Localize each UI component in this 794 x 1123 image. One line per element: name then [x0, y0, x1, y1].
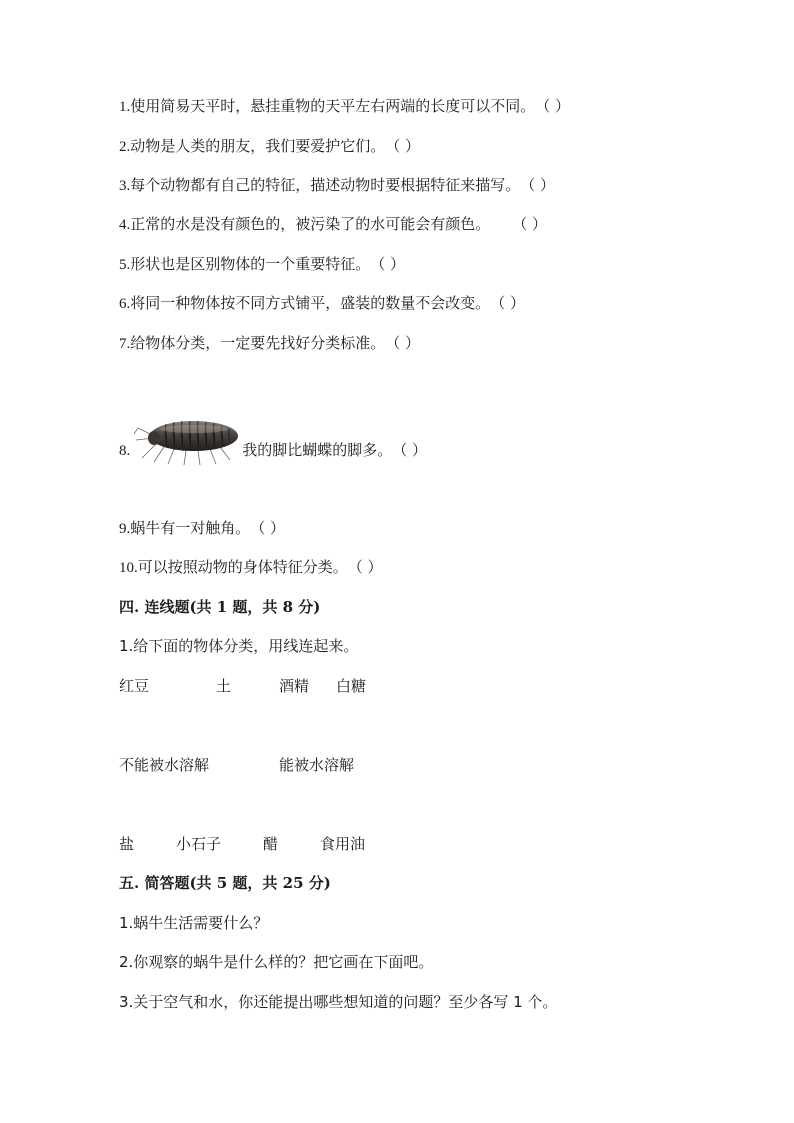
match-item-top[interactable]: 酒精	[279, 677, 310, 695]
answer-blank[interactable]: （ ）	[347, 558, 383, 576]
match-item-bottom[interactable]: 小石子	[176, 835, 222, 853]
match-item-top[interactable]: 白糖	[336, 677, 367, 695]
answer-blank[interactable]: （ ）	[490, 294, 526, 312]
answer-blank[interactable]: （ ）	[370, 255, 406, 273]
judgement-item-5: 5.形状也是区别物体的一个重要特征。（ ）	[119, 255, 406, 273]
judgement-item-1: 1.使用简易天平时，悬挂重物的天平左右两端的长度可以不同。（ ）	[119, 97, 571, 115]
match-item-top[interactable]: 红豆	[119, 677, 150, 695]
match-item-bottom[interactable]: 醋	[263, 835, 279, 853]
answer-blank[interactable]: （ ）	[512, 215, 548, 233]
woodlouse-image	[134, 414, 246, 466]
match-category[interactable]: 能被水溶解	[279, 756, 355, 774]
answer-blank[interactable]: （ ）	[392, 441, 428, 459]
match-item-bottom[interactable]: 食用油	[320, 835, 366, 853]
section-5-title: 五. 简答题(共 5 题，共 25 分)	[119, 874, 331, 892]
short-answer-question-3: 3.关于空气和水，你还能提出哪些想知道的问题？至少各写 1 个。	[119, 993, 558, 1011]
section-4-title: 四. 连线题(共 1 题，共 8 分)	[119, 598, 321, 616]
short-answer-question-1: 1.蜗牛生活需要什么？	[119, 914, 269, 932]
judgement-item-8: 8. 我的脚比蝴蝶的脚多。（ ）	[119, 441, 428, 459]
judgement-item-2: 2.动物是人类的朋友，我们要爱护它们。（ ）	[119, 137, 421, 155]
judgement-item-4: 4.正常的水是没有颜色的，被污染了的水可能会有颜色。 （ ）	[119, 215, 548, 233]
judgement-item-10: 10.可以按照动物的身体特征分类。（ ）	[119, 558, 383, 576]
match-item-bottom[interactable]: 盐	[119, 835, 135, 853]
answer-blank[interactable]: （ ）	[535, 97, 571, 115]
answer-blank[interactable]: （ ）	[250, 519, 286, 537]
judgement-item-6: 6.将同一种物体按不同方式铺平，盛装的数量不会改变。（ ）	[119, 294, 526, 312]
judgement-item-3: 3.每个动物都有自己的特征，描述动物时要根据特征来描写。（ ）	[119, 176, 556, 194]
answer-blank[interactable]: （ ）	[385, 334, 421, 352]
judgement-item-7: 7.给物体分类，一定要先找好分类标准。（ ）	[119, 334, 421, 352]
answer-blank[interactable]: （ ）	[385, 137, 421, 155]
short-answer-question-2: 2.你观察的蜗牛是什么样的？把它画在下面吧。	[119, 953, 434, 971]
judgement-item-9: 9.蜗牛有一对触角。（ ）	[119, 519, 286, 537]
match-category[interactable]: 不能被水溶解	[119, 756, 210, 774]
answer-blank[interactable]: （ ）	[520, 176, 556, 194]
match-item-top[interactable]: 土	[216, 677, 232, 695]
section-4-question: 1.给下面的物体分类，用线连起来。	[119, 637, 359, 655]
